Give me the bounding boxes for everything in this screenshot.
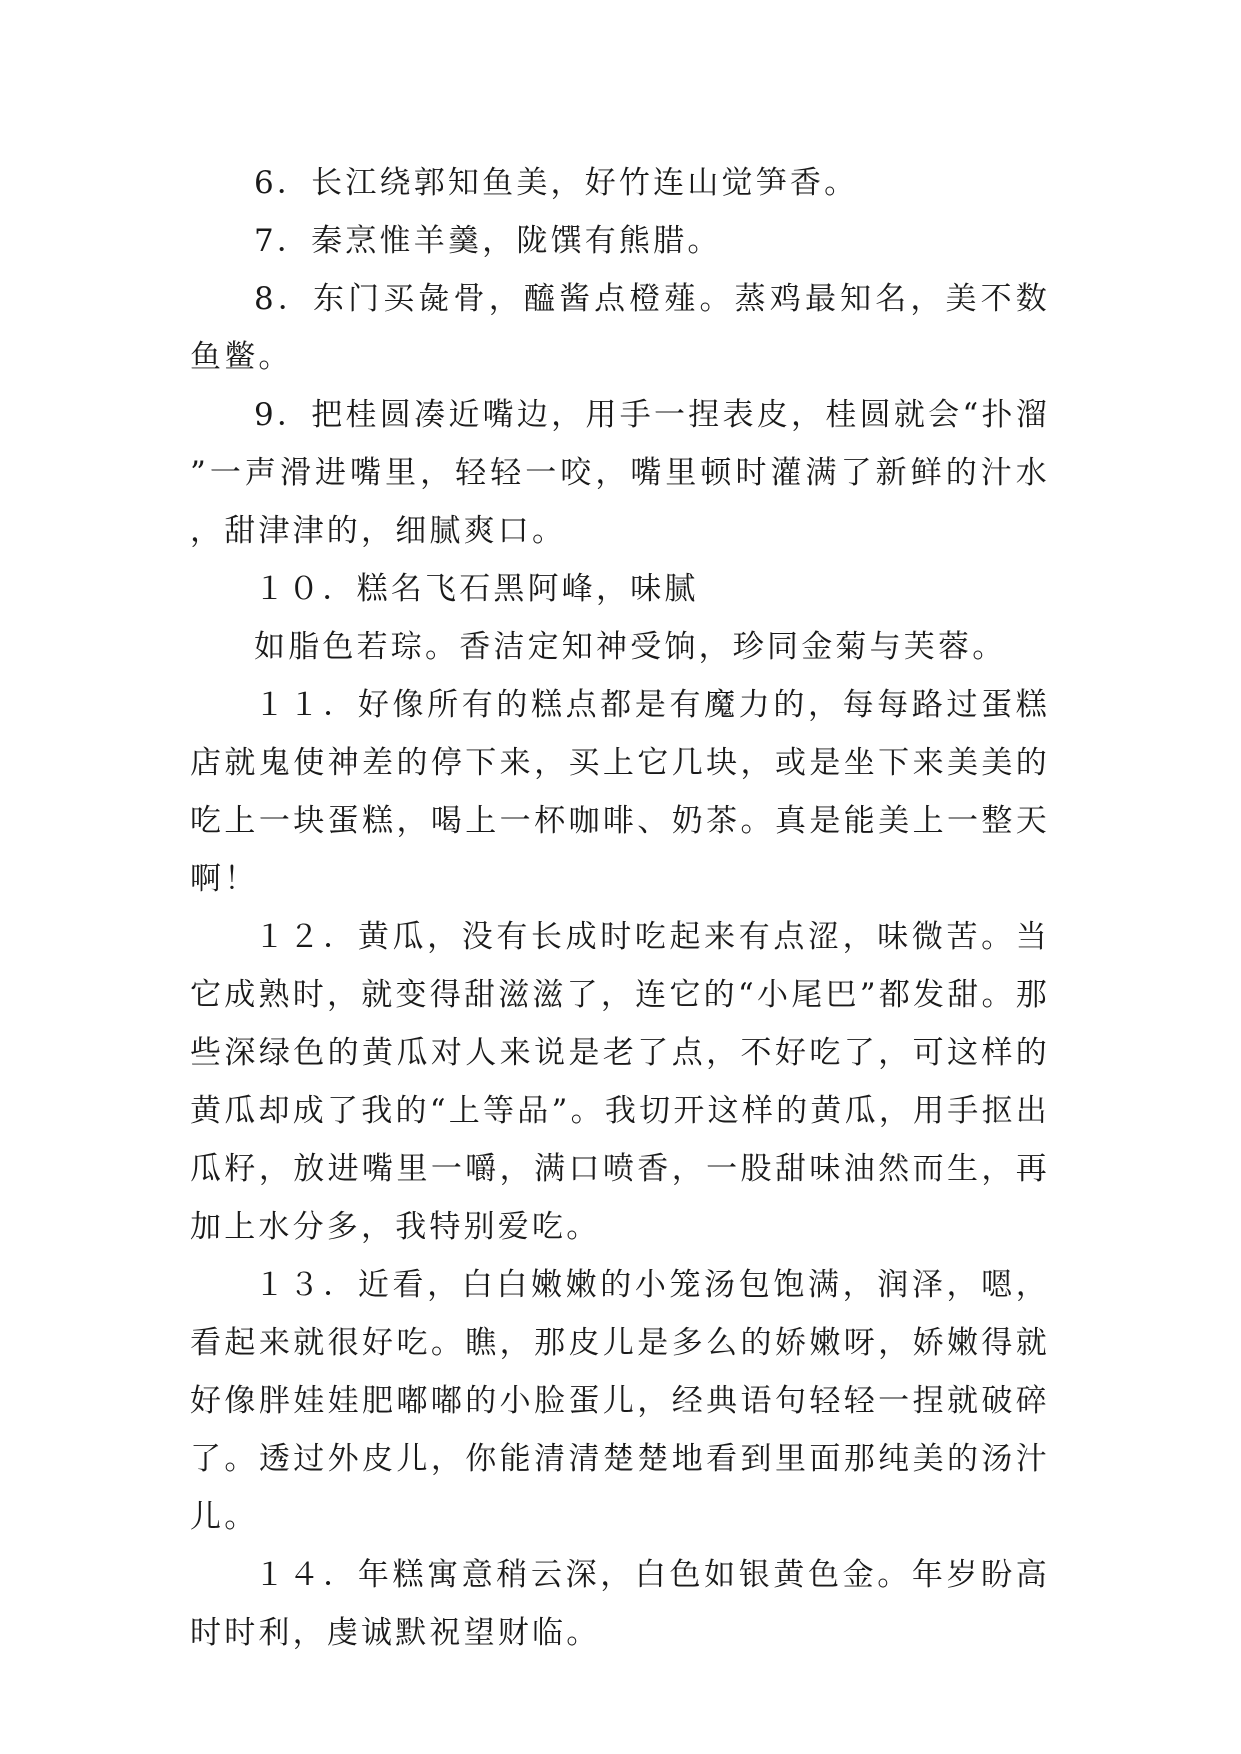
paragraph-12: １２．黄瓜，没有长成时吃起来有点涩，味微苦。当它成熟时，就变得甜滋滋了，连它的“小尾巴”都发甜。那些深绿色的黄瓜对人来说是老了点，不好吃了，可这样的黄瓜却成了我的“上等品”。我切开这样的黄瓜，用手抠出瓜籽，放进嘴里一嚼，满口喷香，一股甜味油然而生，再加上水分多，我特别爱吃。 — [190, 919, 1050, 1245]
paragraph-10-line-2: 如脂色若琮。香洁定知神受饷，珍同金菊与芙蓉。 — [254, 629, 1007, 665]
paragraph-9: 9．把桂圆凑近嘴边，用手一捏表皮，桂圆就会“扑溜”一声滑进嘴里，轻轻一咬，嘴里顿时灌满了新鲜的汁水，甜津津的，细腻爽口。 — [190, 397, 1050, 549]
paragraph-6: 6．长江绕郭知鱼美，好竹连山觉笋香。 — [254, 165, 859, 201]
paragraph-10-line-1: １０．糕名飞石黑阿峰，味腻 — [254, 571, 699, 607]
paragraph-14: １４．年糕寓意稍云深，白色如银黄色金。年岁盼高时时利，虔诚默祝望财临。 — [190, 1557, 1050, 1651]
document-body — [190, 154, 1050, 1662]
paragraph-8: 8．东门买彘骨，醯酱点橙薤。蒸鸡最知名，美不数鱼鳖。 — [190, 281, 1050, 375]
paragraph-7: 7．秦烹惟羊羹，陇馔有熊腊。 — [254, 223, 722, 259]
paragraph-13: １３．近看，白白嫩嫩的小笼汤包饱满，润泽，嗯，看起来就很好吃。瞧，那皮儿是多么的娇嫩呀，娇嫩得就好像胖娃娃肥嘟嘟的小脸蛋儿，经典语句轻轻一捏就破碎了。透过外皮儿，你能清清楚楚地看到里面那纯美的汤汁儿。 — [190, 1267, 1050, 1535]
paragraph-11: １１．好像所有的糕点都是有魔力的，每每路过蛋糕店就鬼使神差的停下来，买上它几块，或是坐下来美美的吃上一块蛋糕，喝上一杯咖啡、奶茶。真是能美上一整天啊！ — [190, 687, 1050, 897]
